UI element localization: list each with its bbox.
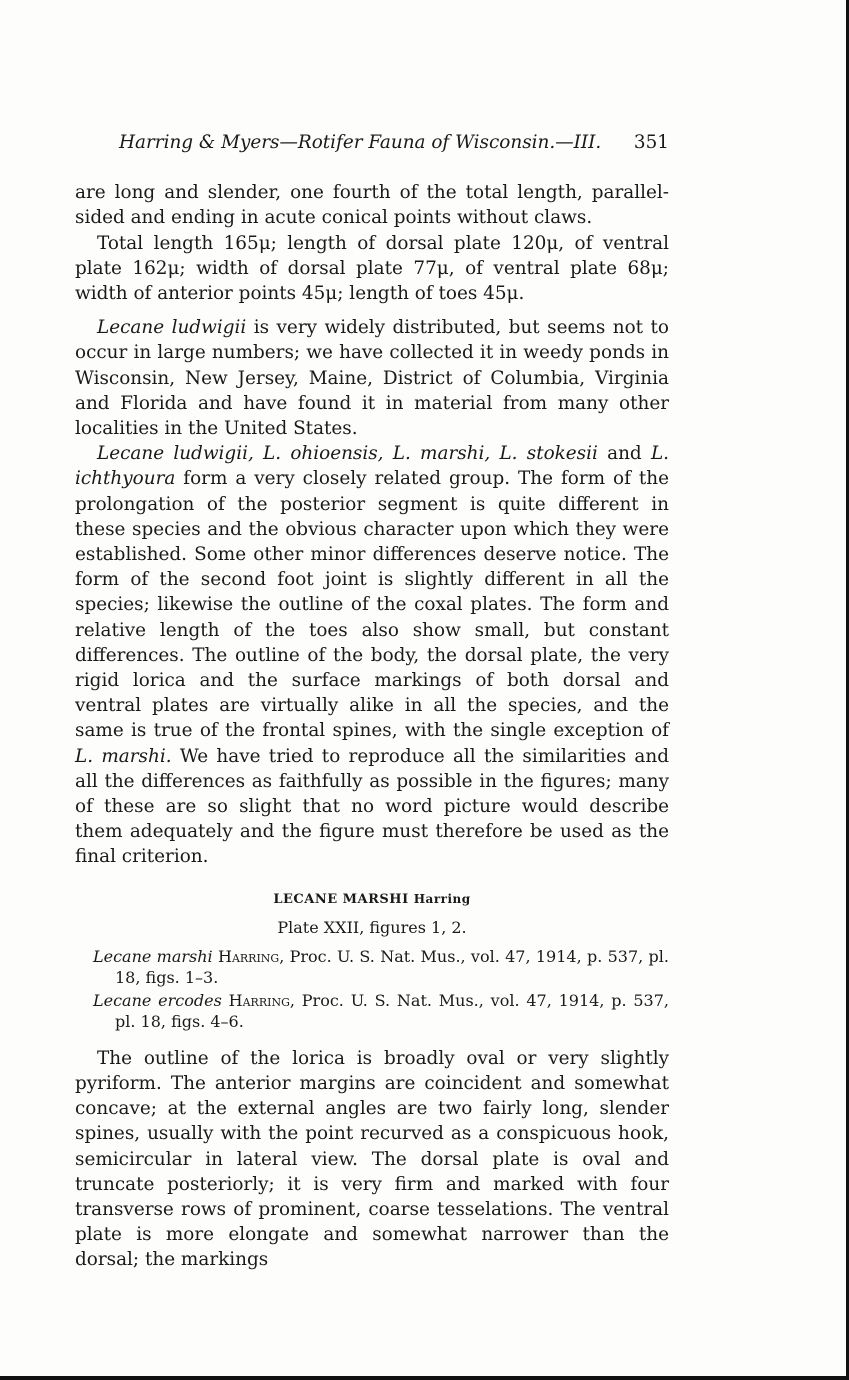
species-name: L. ichthyoura [75, 443, 669, 490]
paragraph-distribution [75, 315, 669, 441]
synonym-reference: , Proc. U. S. Nat. Mus., vol. 47, 1914, p. 537, pl. 18, figs. 4–6. [115, 990, 669, 1031]
plate-reference: Plate XXII, figures 1, 2. [277, 917, 467, 937]
conjunction: and [597, 443, 651, 465]
species-name: Lecane ludwigii [97, 317, 247, 339]
paragraph-description: The outline of the lorica is broadly oval or very slightly pyriform. The anterior margins are coincident and somewhat concave; at the external angles are two fairly long, slender spines, usually with the point recurved as a conspicuous hook, semicircular in lateral view. The dorsal plate is oval and truncate posteriorly; it is very firm and marked with four transverse rows of prominent, coarse tesselations. The ventral plate is more elongate and somewhat narrower than the dorsal; the markings [75, 1047, 669, 1271]
synonym-author: Harring [217, 946, 280, 966]
paragraph-text: form a very closely related group. The form of the prolongation of the posterior segment is quite different in these species and the obvious character upon which they were established. Some other minor differences deserve notice. The form of the second foot joint is slightly different in all the species; likewise the outline of the coxal plates. The form and relative length of the toes also show small, but constant differences. The outline of the body, the dorsal plate, the very rigid lorica and the surface markings of both dorsal and ventral plates are virtually alike in all the species, and the same is true of the frontal spines, with the single exception of [75, 468, 669, 742]
synonym-reference: , Proc. U. S. Nat. Mus., vol. 47, 1914, p. 537, pl. 18, figs. 1–3. [115, 946, 669, 987]
section-title-name: LECANE MARSHI [273, 891, 409, 907]
page-edge-bottom [0, 1376, 849, 1380]
synonym-entry [75, 946, 669, 988]
running-head-title: Harring & Myers—Rotifer Fauna of Wisconsin.—III. [119, 132, 602, 153]
synonym-name: Lecane marshi [93, 946, 213, 966]
paragraph-continuation: are long and slender, one fourth of the total length, parallel-sided and ending in acute conical points without claws. [75, 182, 669, 229]
paragraph-related-group [75, 441, 669, 869]
paragraph-measurements: Total length 165μ; length of dorsal plate 120μ, of ventral plate 162μ; width of dorsal plate 77μ, of ventral plate 68μ; width of anterior points 45μ; length of toes 45μ. [75, 232, 669, 305]
synonym-name: Lecane ercodes [93, 990, 222, 1010]
page-body [75, 130, 669, 1273]
paragraph-text: We have tried to reproduce all the similarities and all the differences as faithfully as possible in the figures; many of these are so slight that no word picture would describe them adequately and the figure must therefore be used as the final criterion. [75, 745, 670, 868]
species-list: Lecane ludwigii, L. ohioensis, L. marshi, L. stokesii [97, 443, 598, 465]
synonym-entry [75, 990, 669, 1032]
species-name: L. marshi. [75, 745, 172, 767]
synonym-author: Harring [228, 990, 290, 1010]
running-head [75, 130, 669, 155]
paragraph-text: is very widely distributed, but seems not to occur in large numbers; we have collected it in weedy ponds in Wisconsin, New Jersey, Maine, District of Columbia, Virginia and Florida and have found it in material from many other localities in the United States. [75, 317, 670, 440]
page-number: 351 [633, 132, 669, 153]
section-title-author: Harring [413, 891, 471, 906]
section-title [75, 888, 669, 911]
